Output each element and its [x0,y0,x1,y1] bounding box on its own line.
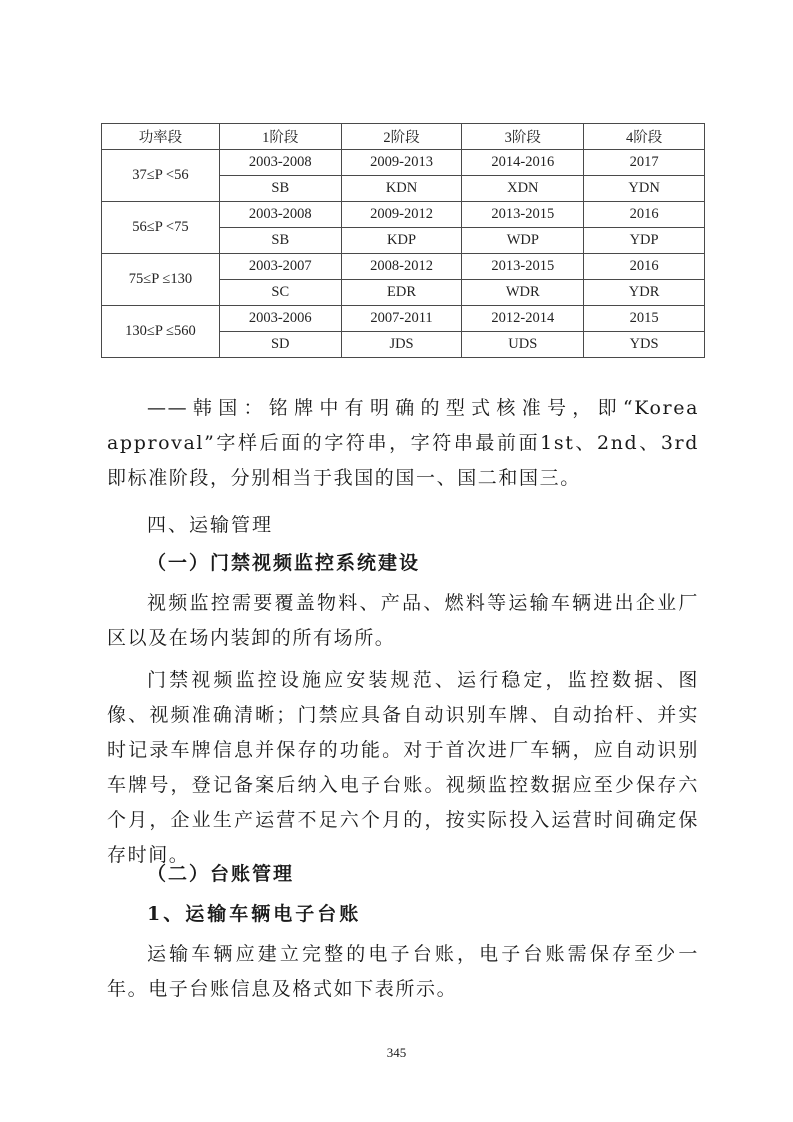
body-paragraph: 门禁视频监控设施应安装规范、运行稳定，监控数据、图像、视频准确清晰；门禁应具备自动识别车牌、自动抬杆、并实时记录车牌信息并保存的功能。对于首次进厂车辆，应自动识别车牌号，登记备案后纳入电子台账。视频监控数据应至少保存六个月，企业生产运营不足六个月的，按实际投入运营时间确定保存时间。 [107,669,699,866]
code-cell: XDN [462,176,584,202]
section-title: 四、运输管理 [147,514,274,536]
table-row [102,202,705,228]
code-cell: SD [219,332,341,358]
year-cell: 2009-2013 [341,150,462,176]
emission-stage-table [101,123,705,358]
year-cell: 2008-2012 [341,254,462,280]
code-cell: UDS [462,332,584,358]
year-cell: 2013-2015 [462,202,584,228]
year-cell: 2003-2007 [219,254,341,280]
page-number: 345 [386,1045,407,1060]
year-cell: 2007-2011 [341,306,462,332]
header-power-range: 功率段 [102,124,220,150]
code-cell: KDP [341,228,462,254]
header-stage-4: 4阶段 [584,124,705,150]
code-cell: WDP [462,228,584,254]
code-cell: SB [219,176,341,202]
power-range-cell: 56≤P <75 [102,202,220,254]
code-cell: YDP [584,228,705,254]
code-cell: SC [219,280,341,306]
year-cell: 2012-2014 [462,306,584,332]
body-paragraph: 运输车辆应建立完整的电子台账，电子台账需保存至少一年。电子台账信息及格式如下表所示。 [107,943,699,1000]
power-range-cell: 75≤P ≤130 [102,254,220,306]
header-stage-2: 2阶段 [341,124,462,150]
code-cell: YDR [584,280,705,306]
code-cell: WDR [462,280,584,306]
code-cell: KDN [341,176,462,202]
year-cell: 2015 [584,306,705,332]
code-cell: YDS [584,332,705,358]
table-row [102,254,705,280]
table-header-row [102,124,705,150]
power-range-cell: 37≤P <56 [102,150,220,202]
korea-paragraph: ——韩国：铭牌中有明确的型式核准号，即“Korea approval”字样后面的字符串，字符串最前面1st、2nd、3rd即标准阶段，分别相当于我国的国一、国二和国三。 [107,397,699,489]
subsection-title: （二）台账管理 [147,863,295,885]
power-range-cell: 130≤P ≤560 [102,306,220,358]
year-cell: 2017 [584,150,705,176]
year-cell: 2016 [584,202,705,228]
body-paragraph: 视频监控需要覆盖物料、产品、燃料等运输车辆进出企业厂区以及在场内装卸的所有场所。 [107,592,699,649]
header-stage-3: 3阶段 [462,124,584,150]
year-cell: 2009-2012 [341,202,462,228]
code-cell: EDR [341,280,462,306]
code-cell: YDN [584,176,705,202]
code-cell: SB [219,228,341,254]
header-stage-1: 1阶段 [219,124,341,150]
year-cell: 2003-2008 [219,150,341,176]
table-row [102,150,705,176]
year-cell: 2003-2006 [219,306,341,332]
subsection-title: （一）门禁视频监控系统建设 [147,552,421,574]
year-cell: 2016 [584,254,705,280]
subsubsection-title: 1、运输车辆电子台账 [147,903,362,925]
code-cell: JDS [341,332,462,358]
year-cell: 2013-2015 [462,254,584,280]
year-cell: 2014-2016 [462,150,584,176]
table-row [102,306,705,332]
year-cell: 2003-2008 [219,202,341,228]
